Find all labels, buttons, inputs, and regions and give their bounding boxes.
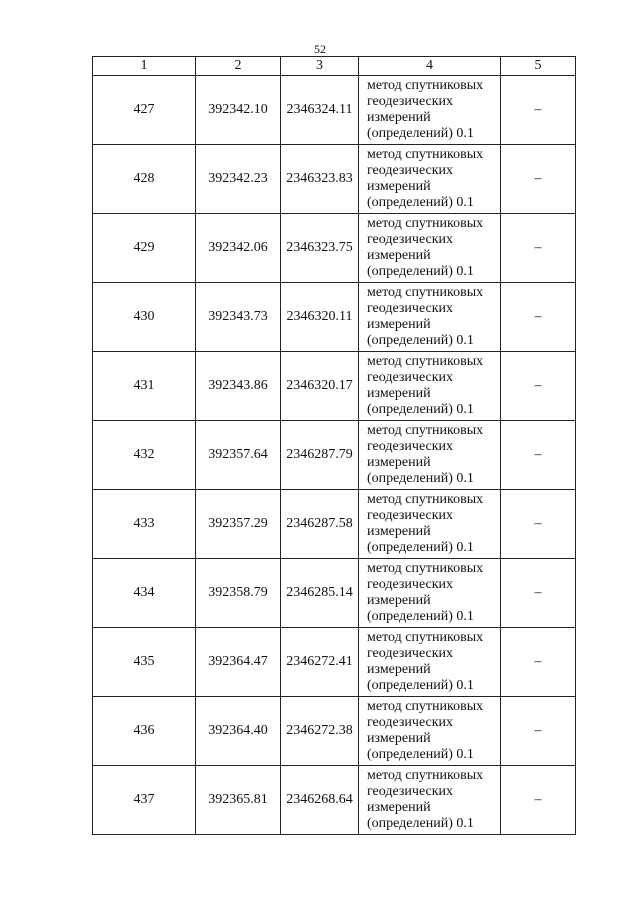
method-line: метод спутниковых	[367, 768, 484, 783]
point-number-cell: 432	[93, 421, 196, 490]
table-row	[93, 559, 576, 628]
method-cell	[359, 628, 501, 697]
table-header-row	[93, 57, 576, 76]
method-line: измерений	[367, 317, 431, 332]
y-coordinate-cell: 2346324.11	[281, 76, 359, 145]
method-cell	[359, 352, 501, 421]
method-line: (определений) 0.1	[367, 402, 474, 417]
method-line: геодезических	[367, 508, 454, 523]
column-header-5: 5	[501, 57, 576, 76]
table-row	[93, 76, 576, 145]
method-cell	[359, 421, 501, 490]
method-line: геодезических	[367, 301, 454, 316]
table-row	[93, 214, 576, 283]
y-coordinate-cell: 2346287.79	[281, 421, 359, 490]
method-line: метод спутниковых	[367, 561, 484, 576]
method-cell	[359, 145, 501, 214]
method-cell	[359, 76, 501, 145]
method-line: метод спутниковых	[367, 699, 484, 714]
coordinates-table	[92, 56, 576, 835]
point-number-cell: 434	[93, 559, 196, 628]
y-coordinate-cell: 2346323.75	[281, 214, 359, 283]
y-coordinate-cell: 2346323.83	[281, 145, 359, 214]
point-number-cell: 435	[93, 628, 196, 697]
method-cell	[359, 490, 501, 559]
method-line: метод спутниковых	[367, 147, 484, 162]
method-cell	[359, 283, 501, 352]
method-line: геодезических	[367, 232, 454, 247]
table-row	[93, 697, 576, 766]
method-line: метод спутниковых	[367, 492, 484, 507]
method-line: (определений) 0.1	[367, 609, 474, 624]
column-5-cell: –	[501, 421, 576, 490]
column-header-3: 3	[281, 57, 359, 76]
method-line: измерений	[367, 110, 431, 125]
method-line: геодезических	[367, 163, 454, 178]
x-coordinate-cell: 392357.64	[196, 421, 281, 490]
table-row	[93, 628, 576, 697]
method-line: измерений	[367, 455, 431, 470]
method-line: измерений	[367, 386, 431, 401]
method-line: измерений	[367, 731, 431, 746]
x-coordinate-cell: 392357.29	[196, 490, 281, 559]
table-row	[93, 145, 576, 214]
table-row	[93, 283, 576, 352]
y-coordinate-cell: 2346268.64	[281, 766, 359, 835]
column-5-cell: –	[501, 697, 576, 766]
point-number-cell: 431	[93, 352, 196, 421]
method-line: геодезических	[367, 646, 454, 661]
method-line: метод спутниковых	[367, 354, 484, 369]
method-line: (определений) 0.1	[367, 540, 474, 555]
x-coordinate-cell: 392365.81	[196, 766, 281, 835]
point-number-cell: 428	[93, 145, 196, 214]
method-line: (определений) 0.1	[367, 333, 474, 348]
x-coordinate-cell: 392343.73	[196, 283, 281, 352]
column-header-2: 2	[196, 57, 281, 76]
method-line: геодезических	[367, 439, 454, 454]
method-line: метод спутниковых	[367, 423, 484, 438]
method-line: (определений) 0.1	[367, 195, 474, 210]
x-coordinate-cell: 392342.10	[196, 76, 281, 145]
x-coordinate-cell: 392358.79	[196, 559, 281, 628]
column-5-cell: –	[501, 352, 576, 421]
table-body	[93, 76, 576, 835]
column-5-cell: –	[501, 766, 576, 835]
point-number-cell: 433	[93, 490, 196, 559]
method-line: измерений	[367, 179, 431, 194]
page-number: 52	[314, 42, 326, 56]
column-header-4: 4	[359, 57, 501, 76]
method-line: геодезических	[367, 784, 454, 799]
method-line: геодезических	[367, 577, 454, 592]
y-coordinate-cell: 2346320.11	[281, 283, 359, 352]
column-5-cell: –	[501, 214, 576, 283]
method-cell	[359, 697, 501, 766]
x-coordinate-cell: 392342.06	[196, 214, 281, 283]
y-coordinate-cell: 2346287.58	[281, 490, 359, 559]
method-line: измерений	[367, 662, 431, 677]
y-coordinate-cell: 2346285.14	[281, 559, 359, 628]
x-coordinate-cell: 392342.23	[196, 145, 281, 214]
method-line: (определений) 0.1	[367, 816, 474, 831]
method-cell	[359, 214, 501, 283]
method-line: метод спутниковых	[367, 216, 484, 231]
column-5-cell: –	[501, 559, 576, 628]
method-line: геодезических	[367, 94, 454, 109]
method-line: метод спутниковых	[367, 78, 484, 93]
method-cell	[359, 559, 501, 628]
x-coordinate-cell: 392343.86	[196, 352, 281, 421]
point-number-cell: 430	[93, 283, 196, 352]
method-cell	[359, 766, 501, 835]
table-row	[93, 352, 576, 421]
method-line: измерений	[367, 593, 431, 608]
table-row	[93, 766, 576, 835]
method-line: метод спутниковых	[367, 630, 484, 645]
column-header-1: 1	[93, 57, 196, 76]
method-line: метод спутниковых	[367, 285, 484, 300]
table-row	[93, 490, 576, 559]
point-number-cell: 437	[93, 766, 196, 835]
x-coordinate-cell: 392364.40	[196, 697, 281, 766]
point-number-cell: 436	[93, 697, 196, 766]
column-5-cell: –	[501, 490, 576, 559]
column-5-cell: –	[501, 145, 576, 214]
y-coordinate-cell: 2346272.38	[281, 697, 359, 766]
method-line: измерений	[367, 800, 431, 815]
method-line: измерений	[367, 248, 431, 263]
method-line: измерений	[367, 524, 431, 539]
column-5-cell: –	[501, 283, 576, 352]
method-line: (определений) 0.1	[367, 678, 474, 693]
table-row	[93, 421, 576, 490]
point-number-cell: 427	[93, 76, 196, 145]
method-line: геодезических	[367, 715, 454, 730]
point-number-cell: 429	[93, 214, 196, 283]
y-coordinate-cell: 2346272.41	[281, 628, 359, 697]
column-5-cell: –	[501, 76, 576, 145]
x-coordinate-cell: 392364.47	[196, 628, 281, 697]
method-line: геодезических	[367, 370, 454, 385]
method-line: (определений) 0.1	[367, 126, 474, 141]
y-coordinate-cell: 2346320.17	[281, 352, 359, 421]
method-line: (определений) 0.1	[367, 264, 474, 279]
column-5-cell: –	[501, 628, 576, 697]
method-line: (определений) 0.1	[367, 471, 474, 486]
method-line: (определений) 0.1	[367, 747, 474, 762]
